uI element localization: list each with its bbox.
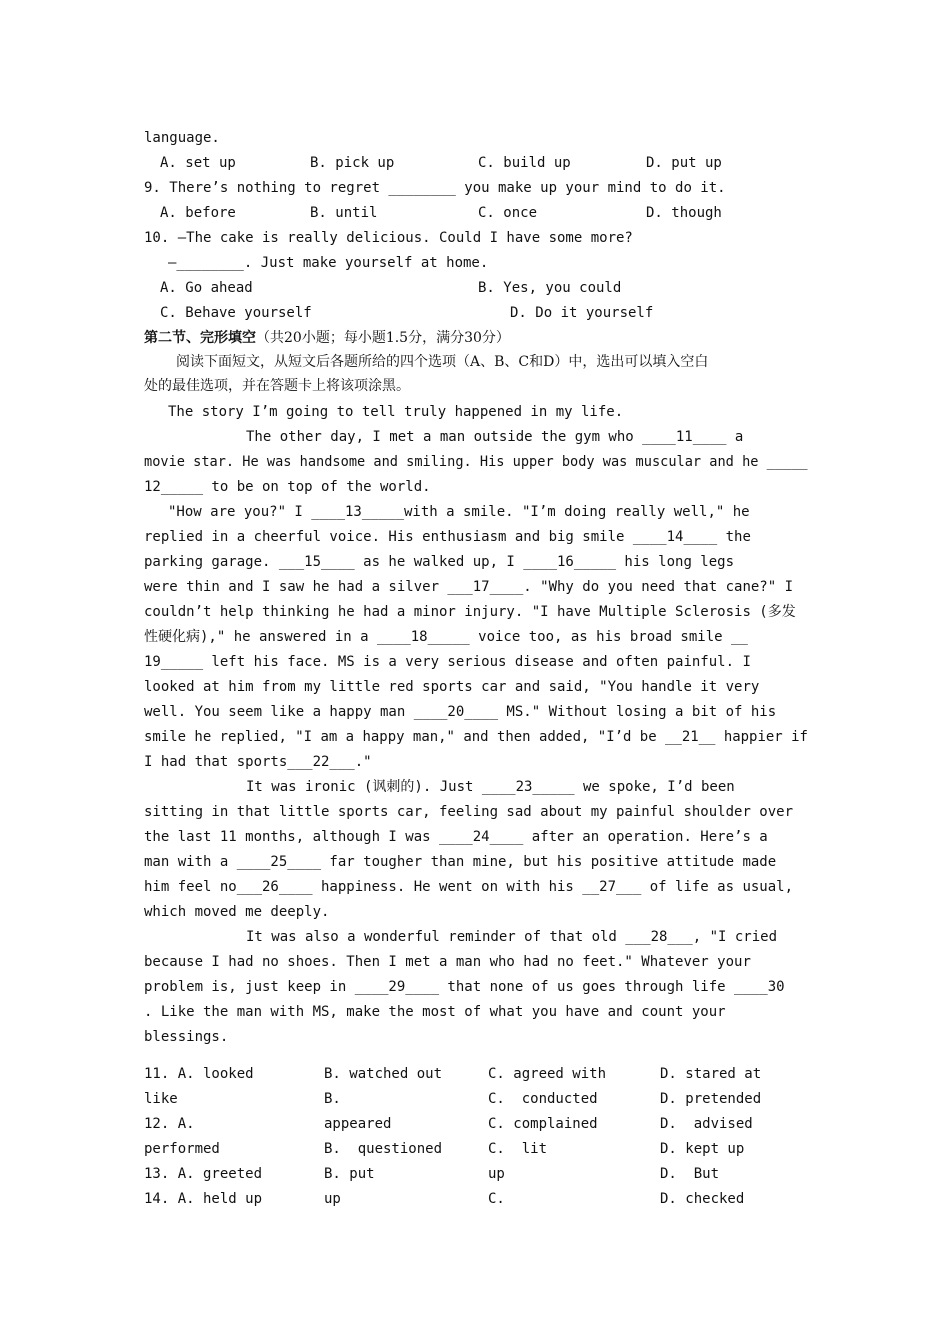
q10-reply: —________. Just make yourself at home. [168,255,489,271]
passage-line: 12_____ to be on top of the world. [144,479,431,495]
q8-option-b: B. pick up [310,155,395,171]
passage-line: . Like the man with MS, make the most of what you have and count your [144,1004,726,1020]
passage-line: problem is, just keep in ____29____ that none of us goes through life ____30 [144,979,785,995]
q10-option-a: A. Go ahead [160,280,253,296]
grid-cell: D. But [660,1166,720,1182]
passage-line: The story I’m going to tell truly happened in my life. [168,404,624,420]
passage-line: well. You seem like a happy man ____20____ MS." Without losing a bit of his [144,704,777,720]
grid-cell: performed [144,1141,220,1157]
grid-cell: D. stared at [660,1066,762,1082]
passage-line: looked at him from my little red sports car and said, "You handle it very [144,679,760,695]
q9-option-a: A. before [160,205,236,221]
passage-line: 19_____ left his face. MS is a very serious disease and often painful. I [144,654,751,670]
grid-cell: C. conducted [488,1091,598,1107]
passage-line: I had that sports___22___." [144,754,372,770]
instruction-line-1: 阅读下面短文，从短文后各题所给的四个选项（A、B、C和D）中，选出可以填入空白 [176,354,709,370]
grid-cell: appeared [324,1116,392,1132]
q10-option-b: B. Yes, you could [478,280,622,296]
grid-cell: C. agreed with [488,1066,607,1082]
section-title: 第二节、完形填空 [144,330,256,346]
passage-line: smile he replied, "I am a happy man," and then added, "I’d be __21__ happier if [144,729,808,745]
grid-cell: B. watched out [324,1066,443,1082]
passage-line: It was ironic (讽刺的). Just ____23_____ we spoke, I’d been [246,779,735,795]
instruction-line-2: 处的最佳选项，并在答题卡上将该项涂黑。 [144,378,410,394]
grid-cell: C. lit [488,1141,548,1157]
q9-option-b: B. until [310,205,378,221]
passage-line: the last 11 months, although I was ____24____ after an operation. Here’s a [144,829,768,845]
passage-line: because I had no shoes. Then I met a man who had no feet." Whatever your [144,954,751,970]
passage-line: him feel no___26____ happiness. He went on with his __27___ of life as usual, [144,879,794,895]
grid-cell: B. put [324,1166,375,1182]
grid-cell: 12. A. [144,1116,195,1132]
q8-option-a: A. set up [160,155,236,171]
grid-cell: 11. A. looked [144,1066,254,1082]
q9-option-d: D. though [646,205,722,221]
section-heading [144,328,510,348]
grid-cell: B. questioned [324,1141,443,1157]
q10-option-c: C. Behave yourself [160,305,312,321]
grid-cell: B. [324,1091,341,1107]
passage-line: The other day, I met a man outside the gym who ____11____ a [246,429,744,445]
passage-line: couldn’t help thinking he had a minor injury. "I have Multiple Sclerosis (多发 [144,604,796,620]
passage-line: It was also a wonderful reminder of that old ___28___, "I cried [246,929,778,945]
grid-cell: C. complained [488,1116,598,1132]
passage-line: which moved me deeply. [144,904,330,920]
grid-cell: like [144,1091,178,1107]
grid-cell: D. kept up [660,1141,745,1157]
passage-line: were thin and I saw he had a silver ___17____. "Why do you need that cane?" I [144,579,794,595]
passage-line: 性硬化病)," he answered in a ____18_____ voice too, as his broad smile __ [144,629,748,645]
grid-cell: 13. A. greeted [144,1166,263,1182]
passage-line: parking garage. ___15____ as he walked up, I ____16_____ his long legs [144,554,735,570]
grid-cell: D. advised [660,1116,753,1132]
passage-line: replied in a cheerful voice. His enthusiasm and big smile ____14____ the [144,529,751,545]
q8-option-c: C. build up [478,155,571,171]
grid-cell: up [488,1166,505,1182]
grid-cell: D. pretended [660,1091,762,1107]
q9-stem: 9. There’s nothing to regret ________ you make up your mind to do it. [144,180,726,196]
passage-line: sitting in that little sports car, feeling sad about my painful shoulder over [144,804,794,820]
grid-cell: up [324,1191,341,1207]
grid-cell: D. checked [660,1191,745,1207]
q10-stem: 10. —The cake is really delicious. Could I have some more? [144,230,633,246]
passage-line: man with a ____25____ far tougher than mine, but his positive attitude made [144,854,777,870]
q8-tail: language. [144,130,220,146]
q9-option-c: C. once [478,205,538,221]
grid-cell: C. [488,1191,505,1207]
passage-line: "How are you?" I ____13_____with a smile. "I’m doing really well," he [168,504,750,520]
q10-option-d: D. Do it yourself [510,305,654,321]
passage-line: blessings. [144,1029,229,1045]
grid-cell: 14. A. held up [144,1191,263,1207]
section-note: （共20小题；每小题1.5分，满分30分） [256,330,510,346]
q8-option-d: D. put up [646,155,722,171]
passage-line: movie star. He was handsome and smiling. His upper body was muscular and he _____ [144,454,808,470]
